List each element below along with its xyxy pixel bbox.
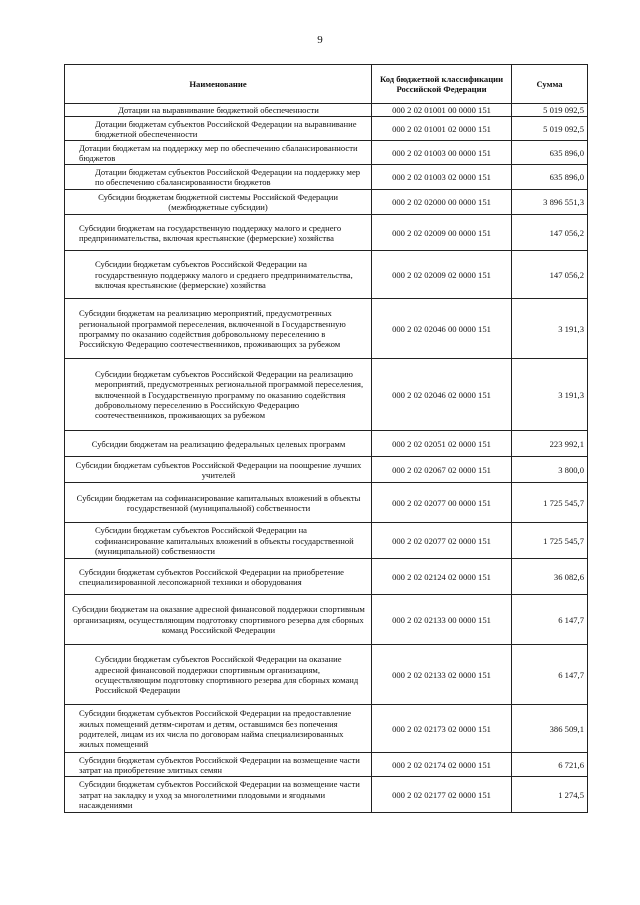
row-name: Дотации бюджетам субъектов Российской Федерации на поддержку мер по обеспечению сбалансированности бюджетов [65, 165, 372, 190]
table-row [65, 299, 588, 359]
row-code: 000 2 02 01001 00 0000 151 [372, 104, 512, 117]
row-sum: 147 056,2 [512, 215, 588, 251]
row-sum: 3 191,3 [512, 299, 588, 359]
table-row [65, 595, 588, 645]
table-row [65, 645, 588, 705]
row-name: Субсидии бюджетам субъектов Российской Федерации на софинансирование капитальных вложений в объекты государственной (муниципальной) собственности [65, 523, 372, 559]
table-row [65, 705, 588, 753]
page-number: 9 [317, 34, 323, 46]
row-name: Дотации бюджетам субъектов Российской Федерации на выравнивание бюджетной обеспеченности [65, 117, 372, 141]
row-sum: 3 800,0 [512, 457, 588, 483]
row-code: 000 2 02 02077 00 0000 151 [372, 483, 512, 523]
row-name: Субсидии бюджетам на оказание адресной финансовой поддержки спортивным организациям, осуществляющим подготовку спортивного резерва для сборных команд Российской Федерации [65, 595, 372, 645]
row-name: Дотации на выравнивание бюджетной обеспеченности [65, 104, 372, 117]
row-code: 000 2 02 01001 02 0000 151 [372, 117, 512, 141]
row-sum: 386 509,1 [512, 705, 588, 753]
row-code: 000 2 02 02051 02 0000 151 [372, 431, 512, 457]
table-row [65, 777, 588, 813]
row-code: 000 2 02 02046 00 0000 151 [372, 299, 512, 359]
row-name: Субсидии бюджетам субъектов Российской Федерации на возмещение части затрат на приобретение элитных семян [65, 753, 372, 777]
row-name: Субсидии бюджетам бюджетной системы Российской Федерации (межбюджетные субсидии) [65, 190, 372, 215]
row-name: Дотации бюджетам на поддержку мер по обеспечению сбалансированности бюджетов [65, 141, 372, 165]
row-sum: 635 896,0 [512, 165, 588, 190]
row-sum: 6 147,7 [512, 645, 588, 705]
row-code: 000 2 02 02174 02 0000 151 [372, 753, 512, 777]
row-sum: 36 082,6 [512, 559, 588, 595]
table-row [65, 165, 588, 190]
header-name: Наименование [65, 65, 372, 104]
table-row [65, 141, 588, 165]
table-row [65, 215, 588, 251]
row-code: 000 2 02 02124 02 0000 151 [372, 559, 512, 595]
row-code: 000 2 02 01003 00 0000 151 [372, 141, 512, 165]
row-sum: 223 992,1 [512, 431, 588, 457]
row-code: 000 2 02 01003 02 0000 151 [372, 165, 512, 190]
row-name: Субсидии бюджетам субъектов Российской Федерации на государственную поддержку малого и среднего предпринимательства, включая крестьянские (фермерские) хозяйства [65, 251, 372, 299]
row-name: Субсидии бюджетам субъектов Российской Федерации на возмещение части затрат на закладку и уход за многолетними плодовыми и ягодными насаждениями [65, 777, 372, 813]
row-code: 000 2 02 02009 02 0000 151 [372, 251, 512, 299]
budget-table [64, 64, 588, 813]
row-sum: 147 056,2 [512, 251, 588, 299]
row-name: Субсидии бюджетам субъектов Российской Федерации на реализацию мероприятий, предусмотренных региональной программой переселения, включенной в Государственную программу по оказанию содействия добровольному переселению в Российскую Федерацию соотечественников, проживающих за рубежом [65, 359, 372, 431]
row-sum: 6 147,7 [512, 595, 588, 645]
table-row [65, 104, 588, 117]
row-sum: 5 019 092,5 [512, 104, 588, 117]
row-name: Субсидии бюджетам субъектов Российской Федерации на приобретение специализированной лесопожарной техники и оборудования [65, 559, 372, 595]
row-sum: 1 725 545,7 [512, 483, 588, 523]
row-code: 000 2 02 02173 02 0000 151 [372, 705, 512, 753]
row-code: 000 2 02 02077 02 0000 151 [372, 523, 512, 559]
row-sum: 1 274,5 [512, 777, 588, 813]
row-name: Субсидии бюджетам на реализацию мероприятий, предусмотренных региональной программой переселения, включенной в Государственную программу по оказанию содействия добровольному переселению в Российскую Федерацию соотечественников, проживающих за рубежом [65, 299, 372, 359]
table-row [65, 523, 588, 559]
table-row [65, 559, 588, 595]
row-sum: 3 896 551,3 [512, 190, 588, 215]
row-name: Субсидии бюджетам субъектов Российской Федерации на предоставление жилых помещений детям-сиротам и детям, оставшимся без попечения родителей, лицам из их числа по договорам найма специализированных жилых помещений [65, 705, 372, 753]
row-code: 000 2 02 02177 02 0000 151 [372, 777, 512, 813]
header-code: Код бюджетной классификации Российской Федерации [372, 65, 512, 104]
row-sum: 6 721,6 [512, 753, 588, 777]
row-code: 000 2 02 02133 02 0000 151 [372, 645, 512, 705]
row-name: Субсидии бюджетам на софинансирование капитальных вложений в объекты государственной (муниципальной) собственности [65, 483, 372, 523]
header-sum: Сумма [512, 65, 588, 104]
row-sum: 5 019 092,5 [512, 117, 588, 141]
table-row [65, 753, 588, 777]
row-name: Субсидии бюджетам на реализацию федеральных целевых программ [65, 431, 372, 457]
table-row [65, 457, 588, 483]
row-code: 000 2 02 02067 02 0000 151 [372, 457, 512, 483]
row-code: 000 2 02 02000 00 0000 151 [372, 190, 512, 215]
table-row [65, 117, 588, 141]
row-code: 000 2 02 02133 00 0000 151 [372, 595, 512, 645]
row-name: Субсидии бюджетам субъектов Российской Федерации на поощрение лучших учителей [65, 457, 372, 483]
row-name: Субсидии бюджетам субъектов Российской Федерации на оказание адресной финансовой поддержки спортивным организациям, осуществляющим подготовку спортивного резерва для сборных команд Российской Федерации [65, 645, 372, 705]
row-sum: 635 896,0 [512, 141, 588, 165]
table-row [65, 483, 588, 523]
row-name: Субсидии бюджетам на государственную поддержку малого и среднего предпринимательства, включая крестьянские (фермерские) хозяйства [65, 215, 372, 251]
table-row [65, 190, 588, 215]
row-sum: 3 191,3 [512, 359, 588, 431]
table-row [65, 431, 588, 457]
table-row [65, 359, 588, 431]
row-sum: 1 725 545,7 [512, 523, 588, 559]
row-code: 000 2 02 02009 00 0000 151 [372, 215, 512, 251]
table-row [65, 251, 588, 299]
table-header-row [65, 65, 588, 104]
row-code: 000 2 02 02046 02 0000 151 [372, 359, 512, 431]
